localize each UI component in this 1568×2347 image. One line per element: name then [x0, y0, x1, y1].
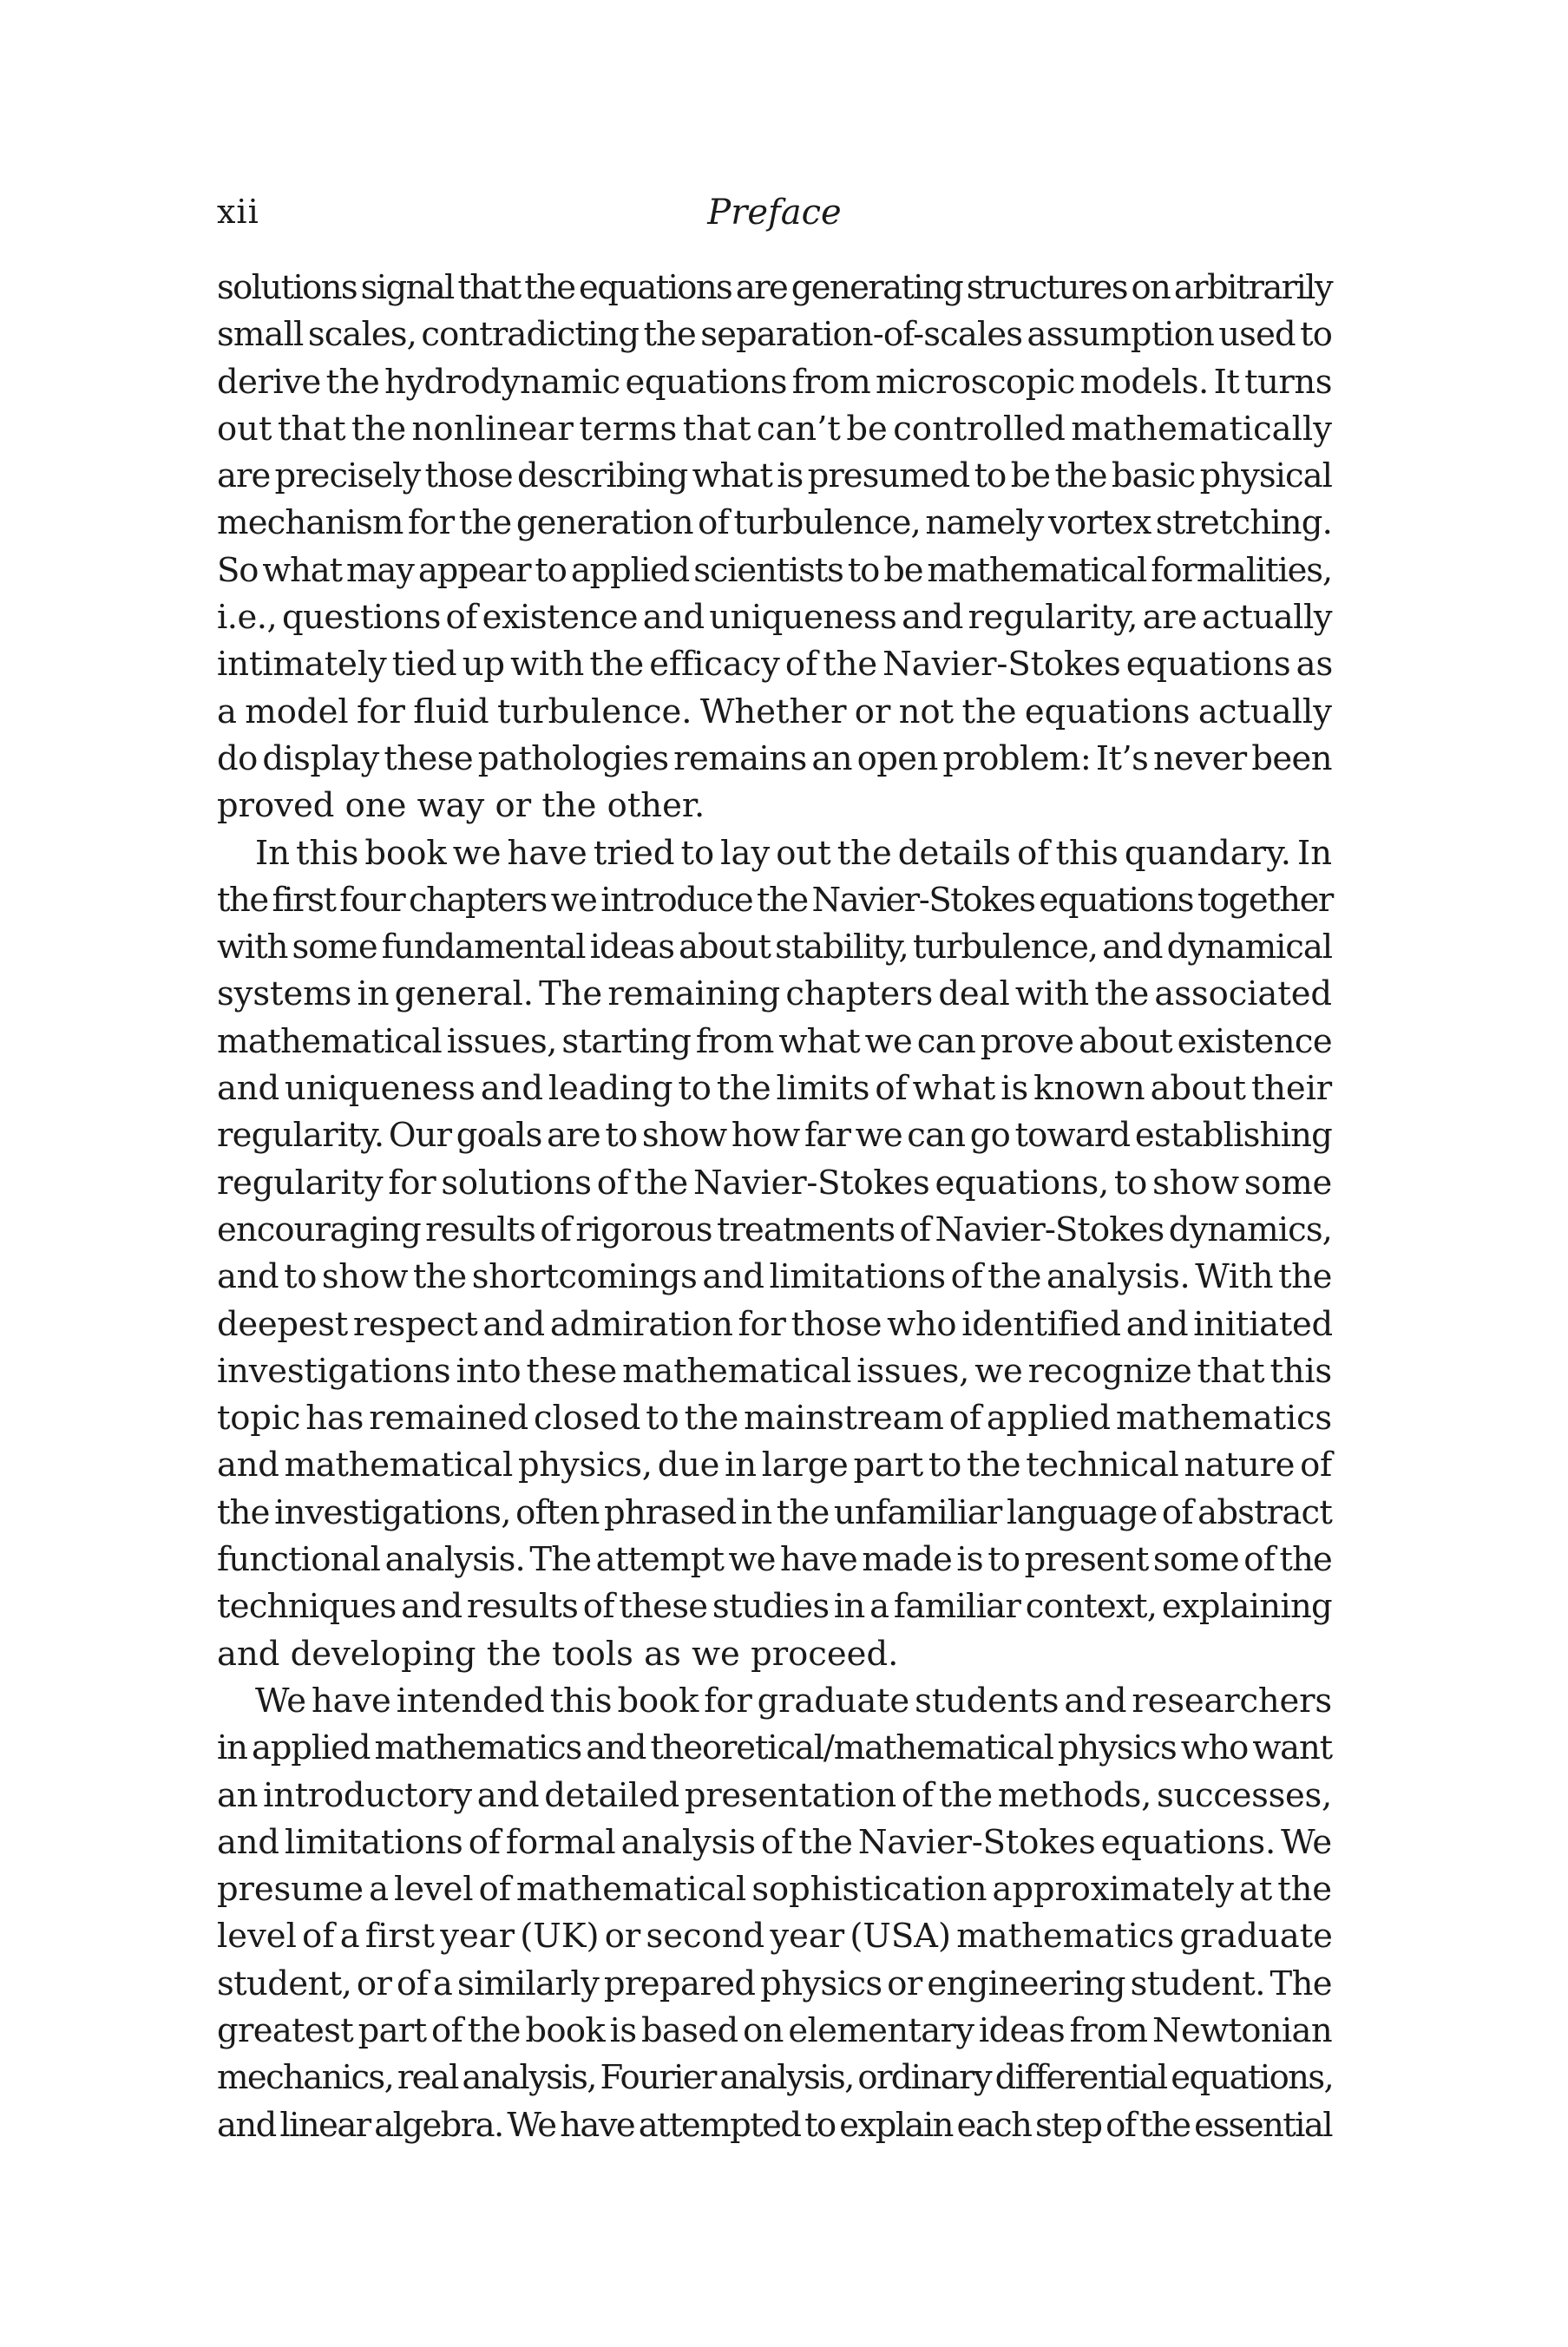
text-line: derive the hydrodynamic equations from microscopic models. It turns	[217, 362, 1332, 402]
text-line: mechanism for the generation of turbulence, namely vortex stretching.	[217, 503, 1332, 543]
text-line: presume a level of mathematical sophistication approximately at the	[217, 1870, 1332, 1910]
text-line: and developing the tools as we proceed.	[217, 1634, 899, 1674]
paragraph-2	[217, 830, 1332, 1678]
text-line: techniques and results of these studies in a familiar context, explaining	[217, 1587, 1332, 1627]
body-text	[217, 265, 1332, 2149]
text-line: investigations into these mathematical issues, we recognize that this	[217, 1351, 1332, 1391]
text-line: systems in general. The remaining chapters deal with the associated	[217, 974, 1332, 1014]
text-line: i.e., questions of existence and uniqueness and regularity, are actually	[217, 598, 1332, 638]
text-line: In this book we have tried to lay out the details of this quandary. In	[255, 833, 1332, 873]
running-title: Preface	[707, 193, 842, 233]
text-line: the first four chapters we introduce the Navier-Stokes equations together	[217, 880, 1333, 920]
text-line: greatest part of the book is based on elementary ideas from Newtonian	[217, 2010, 1332, 2050]
text-line: proved one way or the other.	[217, 786, 705, 826]
text-line: student, or of a similarly prepared physics or engineering student. The	[217, 1963, 1332, 2003]
text-line: the investigations, often phrased in the unfamiliar language of abstract	[217, 1492, 1332, 1532]
text-line: out that the nonlinear terms that can’t be controlled mathematically	[217, 409, 1332, 449]
text-line: and limitations of formal analysis of the Navier-Stokes equations. We	[217, 1822, 1332, 1862]
text-line: and linear algebra. We have attempted to explain each step of the essential	[217, 2105, 1332, 2145]
text-line: mathematical issues, starting from what we can prove about existence	[217, 1021, 1332, 1061]
text-line: solutions signal that the equations are generating structures on arbitrarily	[217, 268, 1332, 307]
text-line: level of a first year (UK) or second year (USA) mathematics graduate	[217, 1917, 1333, 1957]
text-line: and uniqueness and leading to the limits of what is known about their	[217, 1069, 1332, 1109]
page-number: xii	[217, 193, 259, 231]
text-line: and to show the shortcomings and limitations of the analysis. With the	[217, 1257, 1333, 1297]
text-line: small scales, contradicting the separation-of-scales assumption used to	[217, 315, 1332, 355]
text-line: regularity. Our goals are to show how far we can go toward establishing	[217, 1116, 1332, 1156]
text-line: with some fundamental ideas about stability, turbulence, and dynamical	[217, 928, 1332, 967]
text-line: topic has remained closed to the mainstream of applied mathematics	[217, 1399, 1332, 1439]
text-line: an introductory and detailed presentation of the methods, successes,	[217, 1775, 1332, 1815]
text-line: encouraging results of rigorous treatments of Navier-Stokes dynamics,	[217, 1210, 1332, 1249]
running-header	[217, 193, 1332, 245]
text-line: a model for fluid turbulence. Whether or not the equations actually	[217, 692, 1332, 731]
paragraph-3	[217, 1678, 1332, 2149]
text-line: We have intended this book for graduate students and researchers	[255, 1681, 1332, 1721]
text-line: deepest respect and admiration for those who identified and initiated	[217, 1304, 1333, 1344]
text-line: regularity for solutions of the Navier-Stokes equations, to show some	[217, 1163, 1332, 1203]
text-line: functional analysis. The attempt we have made is to present some of the	[217, 1540, 1332, 1580]
text-line: intimately tied up with the efficacy of the Navier-Stokes equations as	[217, 645, 1334, 685]
text-line: do display these pathologies remains an open problem: It’s never been	[217, 738, 1332, 778]
text-line: mechanics, real analysis, Fourier analysis, ordinary differential equations,	[217, 2058, 1334, 2098]
text-line: and mathematical physics, due in large part to the technical nature of	[217, 1446, 1332, 1485]
text-line: in applied mathematics and theoretical/mathematical physics who want	[217, 1728, 1332, 1768]
paragraph-1	[217, 265, 1332, 830]
text-line: are precisely those describing what is presumed to be the basic physical	[217, 456, 1332, 496]
text-line: So what may appear to applied scientists to be mathematical formalities,	[217, 550, 1332, 590]
